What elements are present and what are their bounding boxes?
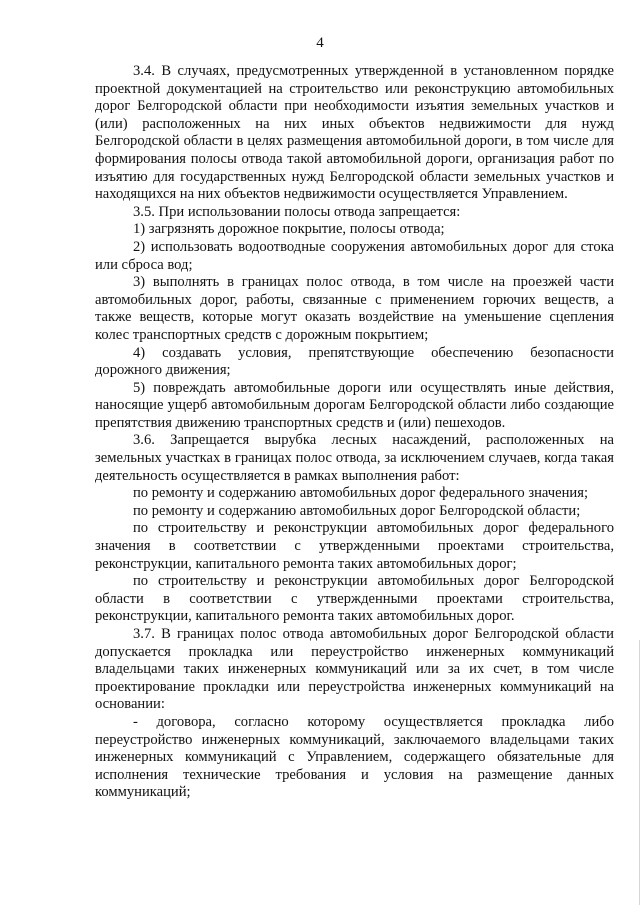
list-item-4: 4) создавать условия, препятствующие обеспечению безопасности дорожного движения; <box>95 344 614 379</box>
paragraph-3-4: 3.4. В случаях, предусмотренных утвержденной в установленном порядке проектной документацией на строительство или реконструкцию автомобильных дорог Белгородской области при необходимости изъятия земельных участков и (или) расположенных на них иных объектов недвижимости для нужд Белгородской области в целях размещения автомобильной дороги, в том числе для формирования полосы отвода такой автомобильной дороги, организация работ по изъятию для государственных нужд Белгородской области земельных участков и находящихся на них объектов недвижимости осуществляется Управлением. <box>95 63 614 203</box>
page-number: 4 <box>316 35 324 51</box>
document-body <box>95 63 614 802</box>
work-item-federal-maintenance: по ремонту и содержанию автомобильных дорог федерального значения; <box>133 485 588 502</box>
list-item-5: 5) повреждать автомобильные дороги или осуществлять иные действия, наносящие ущерб автомобильным дорогам Белгородской области либо создающие препятствия движению транспортных средств и (или) пешеходов. <box>95 379 614 431</box>
list-item-3: 3) выполнять в границах полос отвода, в том числе на проезжей части автомобильных дорог, работы, связанные с применением горючих веществ, а также веществ, которые могут оказать воздействие на уменьшение сцепления колес транспортных средств с дорожным покрытием; <box>95 274 614 343</box>
contract-item: - договора, согласно которому осуществляется прокладка либо переустройство инженерных коммуникаций, заключаемого владельцами таких инженерных коммуникаций с Управлением, содержащего обязательные для исполнения технические требования и условия на размещение данных коммуникаций; <box>95 713 614 801</box>
work-item-regional-construction: по строительству и реконструкции автомобильных дорог Белгородской области в соответствии с утвержденными проектами строительства, реконструкции, капитального ремонта таких автомобильных дорог. <box>95 573 614 625</box>
paragraph-3-6: 3.6. Запрещается вырубка лесных насаждений, расположенных на земельных участках в границах полос отвода, за исключением случаев, когда такая деятельность осуществляется в рамках выполнения работ: <box>95 432 614 484</box>
list-item-2: 2) использовать водоотводные сооружения автомобильных дорог для стока или сброса вод; <box>95 238 614 273</box>
work-item-regional-maintenance: по ремонту и содержанию автомобильных дорог Белгородской области; <box>133 502 581 519</box>
list-item-1: 1) загрязнять дорожное покрытие, полосы отвода; <box>133 221 445 238</box>
work-item-federal-construction: по строительству и реконструкции автомобильных дорог федерального значения в соответствии с утвержденными проектами строительства, реконструкции, капитального ремонта таких автомобильных дорог; <box>95 520 614 572</box>
paragraph-3-7: 3.7. В границах полос отвода автомобильных дорог Белгородской области допускается прокладка или переустройство инженерных коммуникаций владельцами таких инженерных коммуникаций или за их счет, в том числе проектирование прокладки или переустройства инженерных коммуникаций на основании: <box>95 626 614 713</box>
paragraph-3-5: 3.5. При использовании полосы отвода запрещается: <box>133 203 461 220</box>
